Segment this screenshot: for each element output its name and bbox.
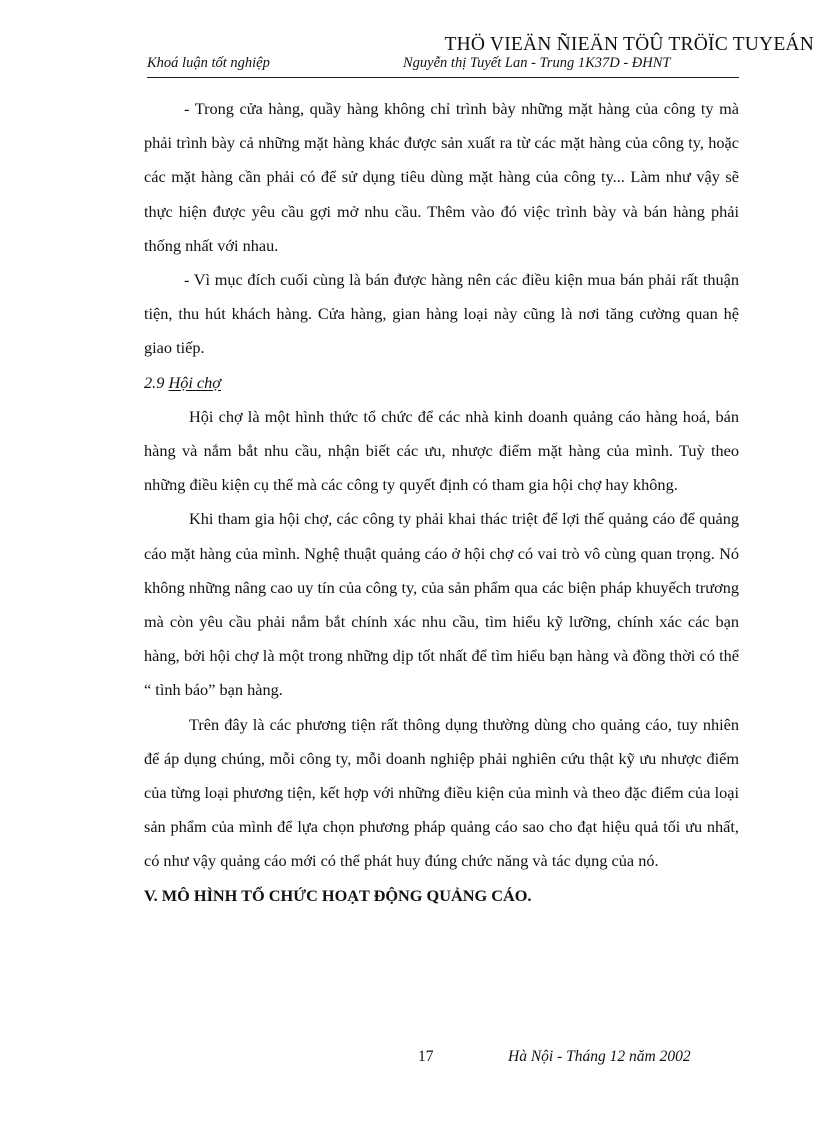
page-number: 17 — [418, 1048, 434, 1065]
header-author: Nguyễn thị Tuyết Lan - Trung 1K37D - ĐHNT — [403, 55, 671, 71]
paragraph: Hội chợ là một hình thức tổ chức để các nhà kinh doanh quảng cáo hàng hoá, bán hàng và nắm bắt nhu cầu, nhận biết các ưu, nhược điểm mặt hàng của mình. Tuỳ theo những điều kiện cụ thể mà các công ty quyết định có tham gia hội chợ hay không. — [144, 406, 739, 495]
section-number: 2.9 — [144, 372, 165, 392]
paragraph: Trên đây là các phương tiện rất thông dụng thường dùng cho quảng cáo, tuy nhiên để áp dụng chúng, mỗi công ty, mỗi doanh nghiệp phải nghiên cứu thật kỹ ưu nhược điểm của từng loại phương tiện, kết hợp với những điều kiện của mình và theo đặc điểm của loại sản phẩm của mình để lựa chọn phương pháp quảng cáo sao cho đạt hiệu quả tối ưu nhất, có như vậy quảng cáo mới có thể phát huy đúng chức năng và tác dụng của nó. — [144, 714, 739, 871]
section-heading — [144, 366, 739, 400]
page-footer — [0, 1048, 816, 1072]
header-thesis-label: Khoá luận tốt nghiệp — [147, 55, 270, 71]
watermark-text: THÖ VIEÄN ÑIEÄN TÖÛ TRÖÏC TUYEÁN — [444, 34, 814, 55]
footer-place-date: Hà Nội - Tháng 12 năm 2002 — [508, 1048, 691, 1065]
page-header — [147, 55, 739, 78]
document-body — [144, 92, 739, 913]
paragraph: Khi tham gia hội chợ, các công ty phải khai thác triệt để lợi thế quảng cáo để quảng cáo mặt hàng của mình. Nghệ thuật quảng cáo ở hội chợ có vai trò vô cùng quan trọng. Nó không những nâng cao uy tín của công ty, của sản phẩm qua các biện pháp khuyếch trương mà còn yêu cầu phải nắm bắt chính xác nhu cầu, tìm hiểu kỹ lưỡng, chính xác các bạn hàng, bởi hội chợ là một trong những dịp tốt nhất để tìm hiểu bạn hàng và đồng thời có thể “ tình báo” bạn hàng. — [144, 509, 739, 700]
chapter-heading: V. MÔ HÌNH TỔ CHỨC HOẠT ĐỘNG QUẢNG CÁO. — [144, 885, 532, 905]
paragraph: - Vì mục đích cuối cùng là bán được hàng nên các điều kiện mua bán phải rất thuận tiện, thu hút khách hàng. Cửa hàng, gian hàng loại này cũng là nơi tăng cường quan hệ giao tiếp. — [144, 270, 739, 358]
paragraph: - Trong cửa hàng, quầy hàng không chỉ trình bày những mặt hàng của công ty mà phải trình bày cả những mặt hàng khác được sản xuất ra từ các mặt hàng của công ty, hoặc các mặt hàng cần phải có để sử dụng tiêu dùng mặt hàng của công ty... Làm như vậy sẽ thực hiện được yêu cầu gợi mở nhu cầu. Thêm vào đó việc trình bày và bán hàng phải thống nhất với nhau. — [144, 99, 739, 255]
section-title: Hội chợ — [168, 372, 221, 392]
